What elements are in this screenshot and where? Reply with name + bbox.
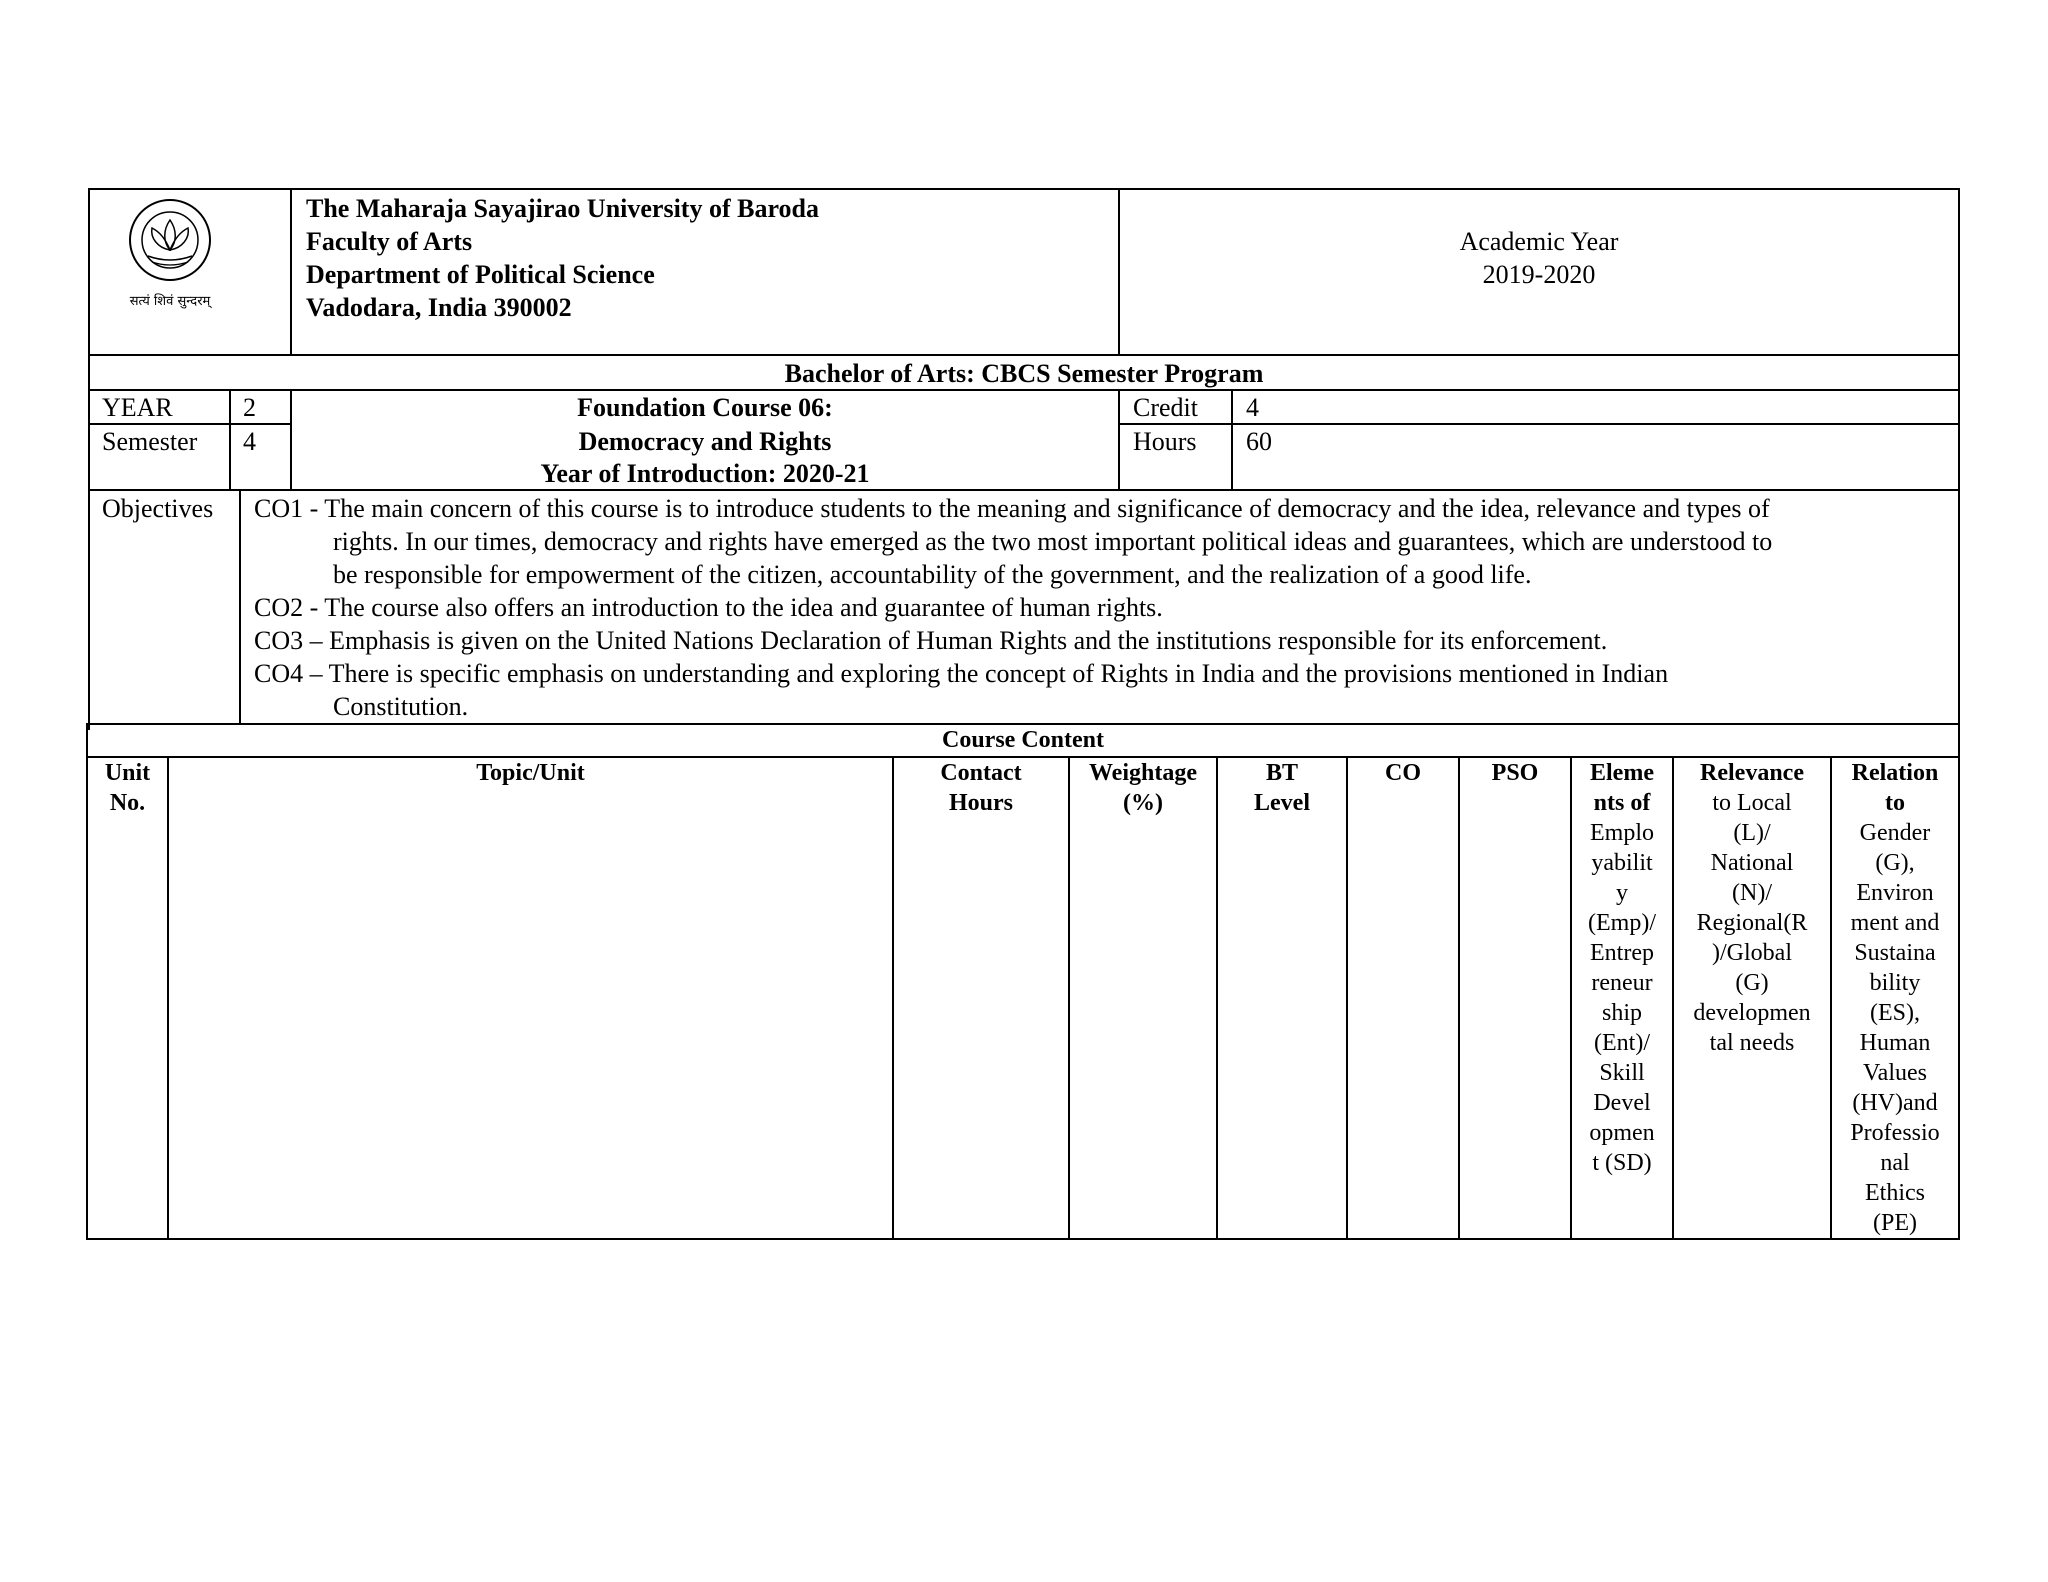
col-header-relation-line: (HV)and: [1852, 1090, 1938, 1116]
col-header-bt-level: [1218, 758, 1346, 818]
credit-value-divider: [1231, 389, 1233, 489]
col-header-relevance-line: tal needs: [1709, 1030, 1795, 1056]
faculty-name: Faculty of Arts: [306, 227, 473, 256]
credit-value: 4: [1246, 393, 1259, 422]
col-header-relation-line: bility: [1869, 970, 1921, 996]
col-header-unit-no: [88, 758, 167, 818]
col-header-relation-line: Sustaina: [1854, 940, 1936, 966]
col-header-relation-line: Ethics: [1865, 1180, 1925, 1206]
col-divider-5: [1346, 756, 1348, 1240]
logo-motto: सत्यं शिवं सुन्दरम्: [129, 294, 211, 309]
col-header-co: [1348, 758, 1458, 788]
objective-co1-line2: rights. In our times, democracy and rights have emerged as the two most important political ideas and guarantees, which are understood to: [333, 527, 1773, 556]
course-code: Foundation Course 06:: [577, 393, 833, 422]
semester-label: Semester: [102, 427, 198, 456]
course-title: Democracy and Rights: [578, 427, 832, 456]
col-header-topic: [169, 758, 892, 788]
col-header-relevance-line: National: [1710, 850, 1794, 876]
col-header-relation-line: Environ: [1856, 880, 1934, 906]
col-header-employability-line: (Emp)/: [1588, 910, 1656, 936]
objective-co2: CO2 - The course also offers an introduction to the idea and guarantee of human rights.: [254, 593, 1163, 622]
col-header-relation-line: Human: [1859, 1030, 1931, 1056]
col-header-employability-line: opmen: [1589, 1120, 1655, 1146]
university-address: Vadodara, India 390002: [306, 293, 572, 322]
credit-row-bottom-right: [1118, 423, 1960, 425]
course-content-bottom-line: [86, 1238, 1960, 1240]
university-seal-icon: [108, 190, 232, 314]
year-value: 2: [243, 393, 256, 422]
col-header-pso-line: PSO: [1491, 760, 1539, 786]
col-header-bt-level-line: Level: [1254, 790, 1310, 816]
col-header-relevance-line: )/Global: [1712, 940, 1792, 966]
col-header-unit-no-line: Unit: [104, 760, 151, 786]
table-border-left: [88, 188, 90, 730]
col-header-contact-hours: [894, 758, 1068, 818]
course-content-title: Course Content: [942, 727, 1104, 753]
col-header-relation-line: Relation: [1851, 760, 1939, 786]
col-header-relation-line: (G),: [1875, 850, 1915, 876]
col-header-employability-line: yabilit: [1591, 850, 1653, 876]
col-header-relevance-line: to Local: [1712, 790, 1792, 816]
col-header-relation-line: (ES),: [1870, 1000, 1920, 1026]
col-header-relevance-line: developmen: [1693, 1000, 1811, 1026]
col-header-weightage-line: Weightage: [1089, 760, 1197, 786]
col-header-employability-line: Emplo: [1590, 820, 1654, 846]
objective-co1-line1: CO1 - The main concern of this course is to introduce students to the meaning and significance of democracy and the idea, relevance and types of: [254, 494, 1770, 523]
col-header-employability-line: reneur: [1591, 970, 1653, 996]
col-header-pso: [1460, 758, 1570, 788]
table-border-top: [88, 188, 1960, 190]
col-header-employability-line: Entrep: [1590, 940, 1654, 966]
col-divider-3: [1068, 756, 1070, 1240]
col-header-employability: [1572, 758, 1672, 1178]
col-header-relevance-line: (N)/: [1732, 880, 1772, 906]
col-header-weightage: [1070, 758, 1216, 818]
objective-co4-line1: CO4 – There is specific emphasis on understanding and exploring the concept of Rights in India and the provisions mentioned in Indian: [254, 659, 1669, 688]
year-label-divider: [229, 389, 231, 489]
col-header-employability-line: Eleme: [1590, 760, 1654, 786]
col-header-topic-line: Topic/Unit: [476, 760, 585, 786]
col-header-relevance-line: (G): [1735, 970, 1769, 996]
credit-label: Credit: [1133, 393, 1198, 422]
academic-year-label: Academic Year: [1459, 227, 1619, 256]
course-credit-divider: [1118, 389, 1120, 489]
academic-year-value: 2019-2020: [1482, 260, 1596, 289]
col-header-employability-line: nts of: [1593, 790, 1651, 816]
col-header-relation-line: nal: [1880, 1150, 1910, 1176]
objective-co1-line3: be responsible for empowerment of the citizen, accountability of the government, and the realization of a good life.: [333, 560, 1532, 589]
col-header-unit-no-line: No.: [109, 790, 146, 816]
program-title: Bachelor of Arts: CBCS Semester Program: [784, 359, 1264, 388]
col-header-co-line: CO: [1385, 760, 1421, 786]
col-header-employability-line: y: [1616, 880, 1628, 906]
col-header-relevance-line: Regional(R: [1696, 910, 1808, 936]
objectives-divider: [239, 489, 241, 724]
col-header-relation: [1832, 758, 1958, 1238]
col-header-employability-line: Skill: [1599, 1060, 1645, 1086]
col-header-relation-line: to: [1885, 790, 1905, 816]
col-header-contact-hours-line: Contact: [940, 760, 1022, 786]
header-bottom-line: [88, 354, 1960, 356]
col-header-contact-hours-line: Hours: [948, 790, 1013, 816]
col-header-weightage-line: (%): [1123, 790, 1163, 816]
table-border-right: [1958, 188, 1960, 1240]
year-label: YEAR: [102, 393, 173, 422]
col-divider-1: [167, 756, 169, 1240]
objective-co4-line2: Constitution.: [333, 692, 469, 721]
year-of-introduction: Year of Introduction: 2020-21: [540, 459, 870, 488]
department-name: Department of Political Science: [306, 260, 655, 289]
semester-value: 4: [243, 427, 256, 456]
col-header-employability-line: Devel: [1593, 1090, 1651, 1116]
hours-label: Hours: [1133, 427, 1197, 456]
col-divider-6: [1458, 756, 1460, 1240]
col-header-relevance: [1674, 758, 1830, 1058]
col-header-relation-line: Gender: [1859, 820, 1931, 846]
col-divider-4: [1216, 756, 1218, 1240]
col-header-relation-line: ment and: [1850, 910, 1940, 936]
col-header-relation-line: (PE): [1873, 1210, 1917, 1236]
hours-value: 60: [1246, 427, 1272, 456]
university-name: The Maharaja Sayajirao University of Baroda: [306, 194, 819, 223]
header-divider-logo: [290, 188, 292, 354]
col-header-relation-line: Professio: [1850, 1120, 1940, 1146]
col-header-relevance-line: Relevance: [1700, 760, 1804, 786]
col-header-relation-line: Values: [1863, 1060, 1927, 1086]
col-header-relevance-line: (L)/: [1733, 820, 1771, 846]
col-header-employability-line: t (SD): [1592, 1150, 1652, 1176]
objective-co3: CO3 – Emphasis is given on the United Nations Declaration of Human Rights and the institutions responsible for its enforcement.: [254, 626, 1608, 655]
objectives-label: Objectives: [102, 494, 214, 523]
col-header-bt-level-line: BT: [1265, 760, 1298, 786]
col-header-employability-line: ship: [1601, 1000, 1642, 1026]
col-divider-2: [892, 756, 894, 1240]
col-header-employability-line: (Ent)/: [1594, 1030, 1650, 1056]
